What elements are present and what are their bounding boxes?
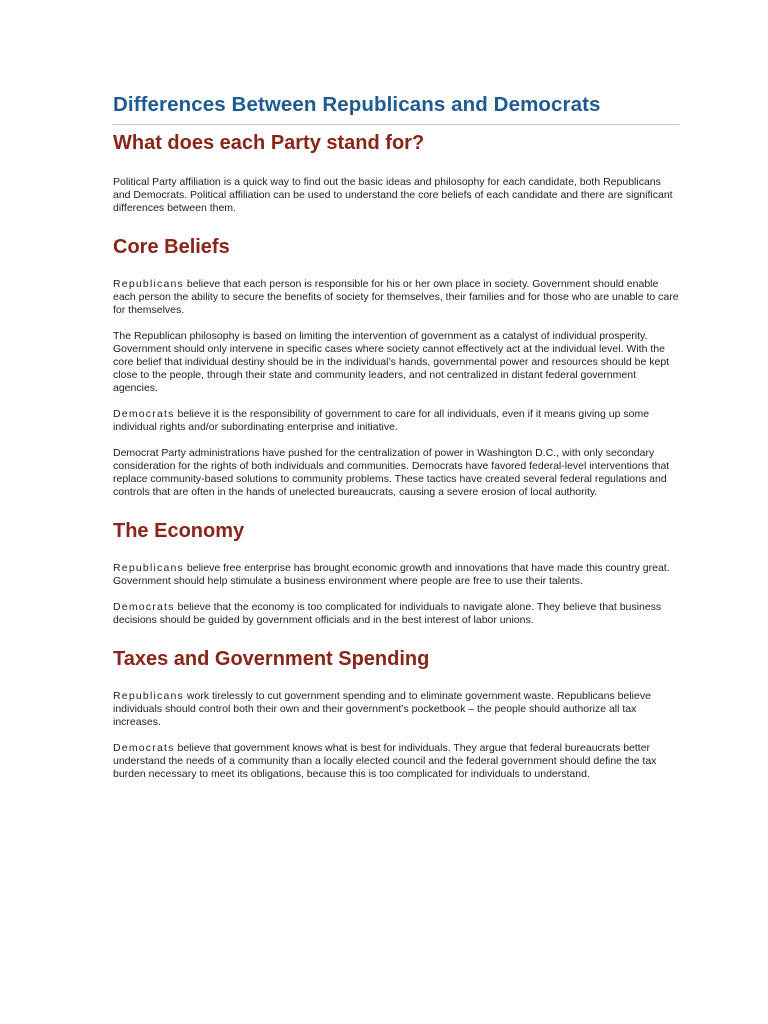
section-heading-core-beliefs: Core Beliefs	[113, 236, 230, 258]
paragraph	[113, 601, 679, 627]
paragraph	[113, 447, 679, 499]
paragraph	[113, 278, 679, 317]
paragraph-text: work tirelessly to cut government spending and to eliminate government waste. Republicans believe individuals should control both their own and their government’s pocketbook – the people should authorize all tax increases.	[113, 690, 651, 728]
party-lead: Republicans	[113, 278, 184, 290]
paragraph-text: believe it is the responsibility of government to care for all individuals, even if it means giving up some individual rights and/or subordinating enterprise and initiative.	[113, 408, 650, 433]
party-lead: Democrats	[113, 601, 175, 613]
section-heading-taxes: Taxes and Government Spending	[113, 648, 430, 670]
party-lead: Democrats	[113, 408, 175, 420]
paragraph-text: believe free enterprise has brought economic growth and innovations that have made this country great. Government should help stimulate a business environment where people are free to use their talents.	[113, 562, 670, 587]
party-lead: Republicans	[113, 562, 184, 574]
document-title: Differences Between Republicans and Democrats	[113, 93, 601, 116]
paragraph-text: believe that the economy is too complicated for individuals to navigate alone. They believe that business decisions should be guided by government officials and in the best interest of labor unions.	[113, 601, 662, 626]
section-heading-economy: The Economy	[113, 520, 245, 542]
subtitle-heading: What does each Party stand for?	[113, 132, 425, 154]
paragraph-text: believe that government knows what is best for individuals. They argue that federal bureaucrats better understand the needs of a community than a locally elected council and the federal government should define the tax burden necessary to meet its obligations, because this is too complicated for individuals to understand.	[113, 742, 657, 780]
party-lead: Republicans	[113, 690, 184, 702]
paragraph	[113, 562, 679, 588]
paragraph-text: The Republican philosophy is based on limiting the intervention of government as a catalyst of individual prosperity. Government should only intervene in specific cases where society cannot effectively act at the individual level. With the core belief that individual destiny should be in the individual’s hands, governmental power and resources should be kept close to the people, through their state and community leaders, and not centralized in distant federal government agencies.	[113, 330, 670, 394]
paragraph	[113, 742, 679, 781]
paragraph	[113, 690, 679, 729]
title-divider	[113, 124, 679, 125]
paragraph	[113, 330, 679, 395]
intro-paragraph: Political Party affiliation is a quick way to find out the basic ideas and philosophy for each candidate, both Republicans and Democrats. Political affiliation can be used to understand the core beliefs of each candidate and there are significant differences between them.	[113, 176, 673, 214]
paragraph	[113, 408, 679, 434]
paragraph-text: believe that each person is responsible for his or her own place in society. Government should enable each person the ability to secure the benefits of society for themselves, their families and for those who are unable to care for themselves.	[113, 278, 679, 316]
party-lead: Democrats	[113, 742, 175, 754]
paragraph-text: Democrat Party administrations have pushed for the centralization of power in Washington D.C., with only secondary consideration for the rights of both individuals and communities. Democrats have favored federal-level interventions that replace community-based solutions to community problems. These tactics have created several federal regulations and controls that are often in the hands of unelected bureaucrats, causing a severe erosion of local authority.	[113, 447, 670, 498]
